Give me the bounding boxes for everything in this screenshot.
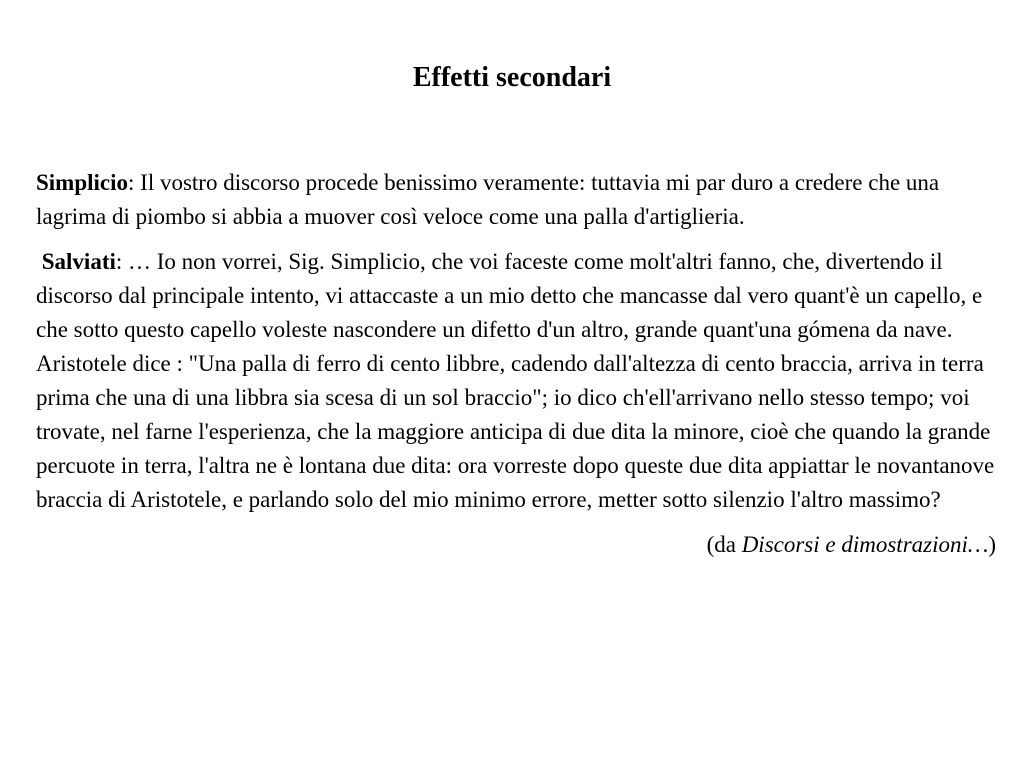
dialogue-text: … Io non vorrei, Sig. Simplicio, che voi faceste come molt'altri fanno, che, divertendo il discorso dal principale intento, vi attaccaste a un mio detto che mancasse dal vero quant'è un capello, e che sotto questo capello voleste nascondere un difetto d'un altro, grande quant'una gómena da nave. Aristotele dice : "Una palla di ferro di cento libbre, cadendo dall'altezza di cento braccia, arriva in terra prima che una di una libbra sia scesa di un sol braccio"; io dico ch'ell'arrivano nello stesso tempo; voi trovate, nel farne l'esperienza, che la maggiore anticipa di due dita la minore, cioè che quando la grande percuote in terra, l'altra ne è lontana due dita: ora vorreste dopo queste due dita appiattar le novantanove braccia di Aristotele, e parlando solo del mio minimo errore, metter sotto silenzio l'altro massimo? (36, 249, 995, 512)
citation-prefix: (da (706, 532, 742, 557)
dialogue-text: Il vostro discorso procede benissimo veramente: tuttavia mi par duro a credere che una lagrima di piombo si abbia a muover così veloce come una palla d'artiglieria. (36, 170, 940, 229)
speaker-separator: : (115, 249, 129, 274)
citation-work-title: Discorsi e dimostrazioni… (741, 532, 989, 557)
citation (36, 528, 996, 562)
speaker-name: Salviati (41, 249, 116, 274)
slide-body (36, 166, 996, 562)
dialogue-line-salviati (36, 245, 996, 517)
dialogue-line-simplicio (36, 166, 996, 234)
slide-title: Effetti secondari (412, 62, 612, 93)
speaker-separator: : (128, 170, 141, 195)
speaker-name: Simplicio (36, 170, 129, 195)
citation-suffix: ) (988, 532, 996, 557)
